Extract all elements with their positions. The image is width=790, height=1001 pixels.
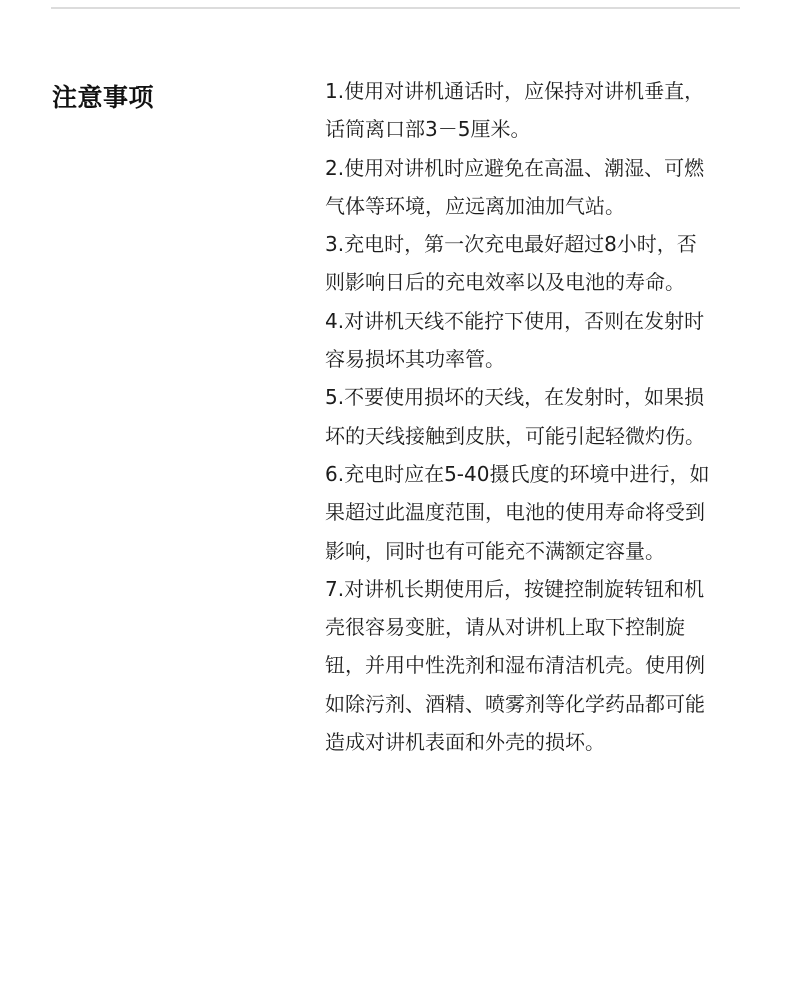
note-item: 3.充电时，第一次充电最好超过8小时，否则影响日后的充电效率以及电池的寿命。 xyxy=(325,232,697,295)
section-title: 注意事项 xyxy=(52,83,155,112)
note-item: 2.使用对讲机时应避免在高温、潮湿、可燃气体等环境，应远离加油加气站。 xyxy=(325,155,705,218)
note-item: 5.不要使用损坏的天线，在发射时，如果损坏的天线接触到皮肤，可能引起轻微灼伤。 xyxy=(325,385,705,448)
top-divider xyxy=(51,7,740,9)
note-item: 4.对讲机天线不能拧下使用，否则在发射时容易损坏其功率管。 xyxy=(325,308,705,372)
note-item: 7.对讲机长期使用后，按键控制旋转钮和机壳很容易变脏，请从对讲机上取下控制旋钮，并用中性洗剂和湿布清洁机壳。使用例如除污剂、酒精、喷雾剂等化学药品都可能造成对讲机表面和外壳的损坏。 xyxy=(325,576,705,755)
notes-list xyxy=(325,72,715,761)
note-item: 1.使用对讲机通话时，应保持对讲机垂直，话筒离口部3－5厘米。 xyxy=(325,79,705,142)
note-item: 6.充电时应在5-40摄氏度的环境中进行，如果超过此温度范围，电池的使用寿命将受到影响，同时也有可能充不满额定容量。 xyxy=(325,461,710,563)
